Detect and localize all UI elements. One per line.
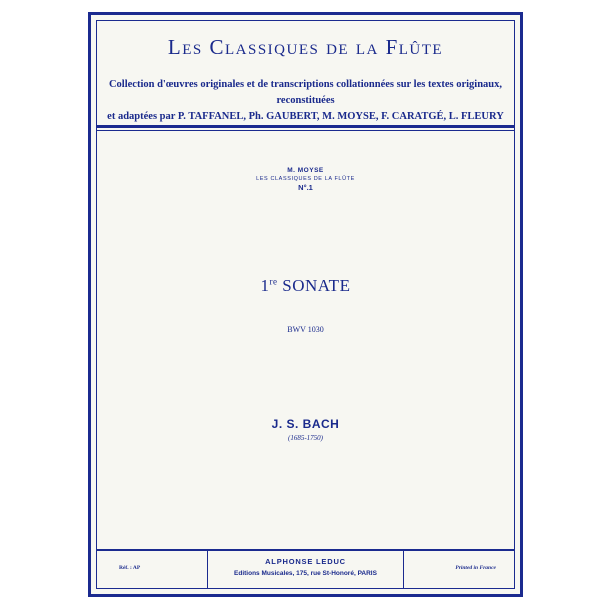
cover-inner-frame: [96, 20, 515, 589]
catalog-number: BWV 1030: [287, 325, 324, 334]
printed-in-label: Printed in France: [455, 565, 496, 571]
series-title: Les Classiques de la Flûte: [167, 35, 444, 59]
reference-code: Réf. : AP: [119, 565, 141, 571]
header-divider-thin: [97, 130, 514, 131]
publisher-box: [207, 551, 404, 588]
sonata-ordinal: 1: [260, 276, 270, 295]
composer-dates: (1685-1750): [288, 434, 323, 442]
collection-line-1: Collection d'œuvres originales et de transcriptions collationnées sur les textes originaux, reconstituées: [108, 79, 503, 106]
score-cover: [88, 12, 523, 597]
composer-name: J. S. BACH: [271, 417, 340, 431]
sonata-name: SONATE: [282, 276, 351, 295]
sonata-title: [97, 276, 514, 296]
publisher-name: ALPHONSE LEDUC: [265, 557, 346, 566]
edition-author: M. MOYSE: [287, 167, 324, 174]
edition-series: LES CLASSIQUES DE LA FLÛTE: [256, 176, 355, 182]
collection-line-2: et adaptées par P. TAFFANEL, Ph. GAUBERT, M. MOYSE, F. CARATGÉ, L. FLEURY: [107, 111, 504, 122]
edition-block: [97, 166, 514, 193]
header-divider: [97, 125, 514, 128]
publisher-footer: [97, 549, 514, 588]
edition-number: N°.1: [298, 183, 313, 192]
sonata-ordinal-suffix: re: [269, 276, 278, 287]
publisher-address: Editions Musicales, 175, rue St-Honoré, PARIS: [234, 570, 377, 577]
collection-description: [107, 77, 504, 125]
